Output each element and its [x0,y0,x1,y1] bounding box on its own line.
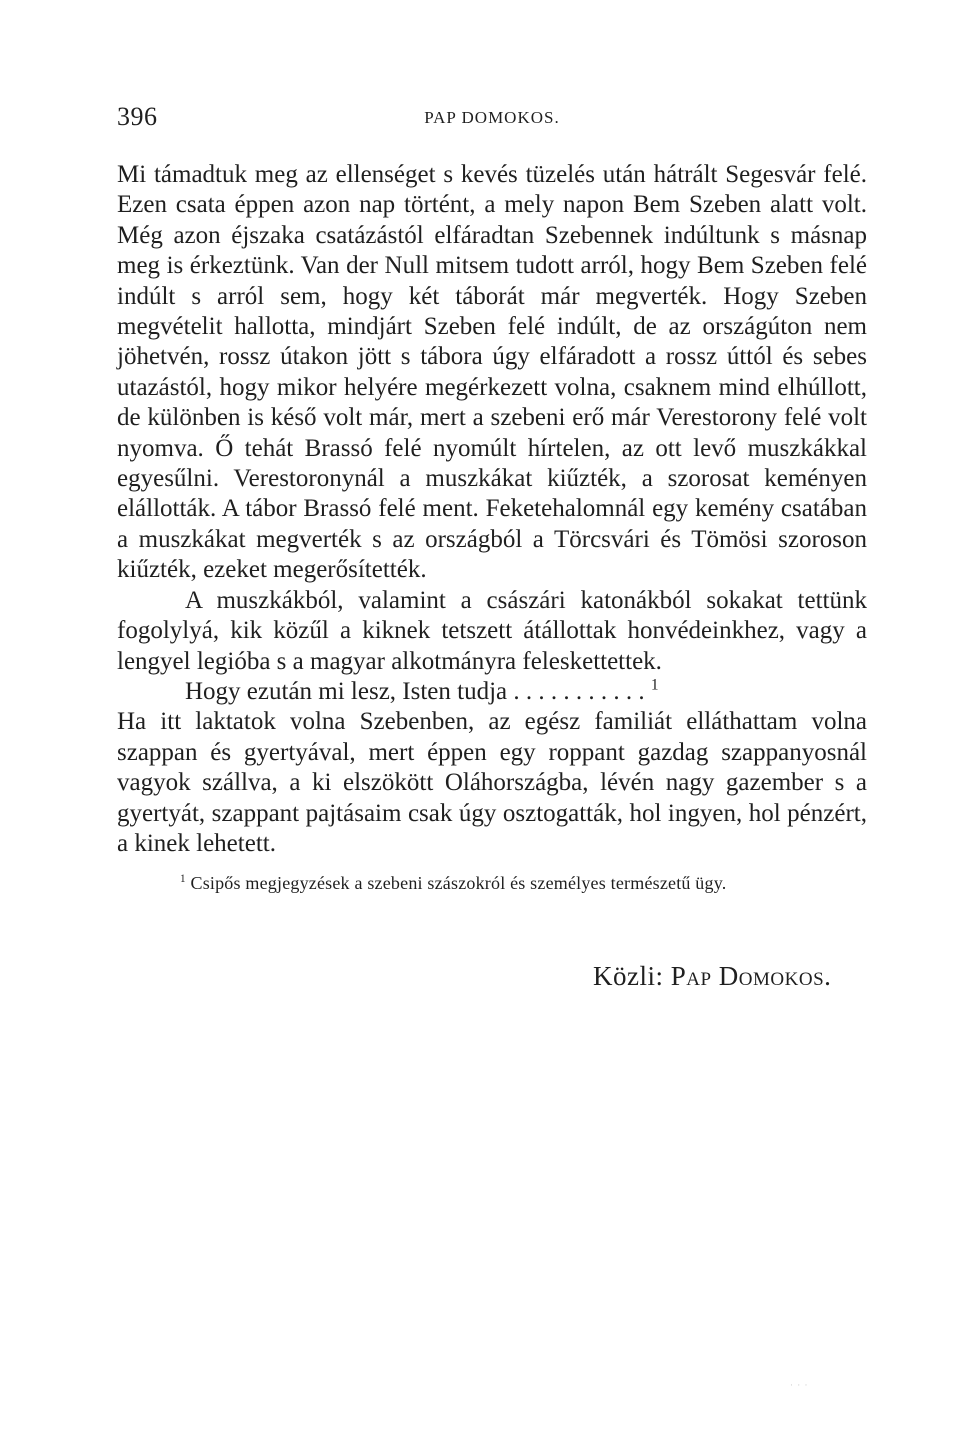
footnote-marker: 1 [180,873,186,885]
signature-name: Pap Domokos. [670,961,832,991]
footnote-reference: 1 [650,676,659,694]
signature [593,960,893,992]
footnote [180,871,870,895]
page-number: 396 [117,102,158,131]
paragraph-3-text: Hogy ezután mi lesz, Isten tudja . . . . . . . . . . . [185,677,645,705]
paragraph-2: A muszkákból, valamint a császári katonákból sokakat tettünk fogolylyá, kik közűl a kiknek tetszett átállottak honvédeinkhez, vagy a lengyel legióba s a magyar alkotmányra feleskettettek. [117,586,867,675]
signature-prefix: Közli: [593,961,664,991]
footnote-text: Csipős megjegyzések a szebeni szászokról és személyes természetű ügy. [190,873,727,893]
body-text [117,160,867,859]
page-header [117,102,867,138]
scan-smudge: · · · [790,1380,809,1390]
paragraph-4: Ha itt laktatok volna Szebenben, az egész familiát elláthattam volna szappan és gyertyával, mert éppen egy roppant gazdag szappanyosnál vagyok szállva, a ki elszökött Oláhországba, lévén nagy gazember s a gyertyát, szappant pajtásaim csak úgy osztogatták, hol ingyen, hol pénzért, a kinek lehetett. [117,708,867,857]
paragraph-1: Mi támadtuk meg az ellenséget s kevés tüzelés után hátrált Segesvár felé. Ezen csata éppen azon nap történt, a mely napon Bem Szeben alatt volt. Még azon éjszaka csatázástól elfáradtan Szebennek indúltunk s másnap meg is érkeztünk. Van der Null mitsem tudott arról, hogy Bem Szeben felé indúlt s arról sem, hogy két táborát már megverték. Hogy Szeben megvételit hallotta, mindjárt Szeben felé indúlt, de az országúton nem jöhetvén, rossz útakon jött s tábora úgy elfáradott a rossz úttól és sebes utazástól, hogy mikor helyére megérkezett volna, csaknem mind elhúllott, de különben is késő volt már, mert a szebeni erő már Verestorony felé volt nyomva. Ő tehát Brassó felé nyomúlt hírtelen, az ott levő muszkákkal egyesűlni. Verestoronynál a muszkákat kiűzték, a szorosat keményen elállották. A tábor Brassó felé ment. Feketehalomnál egy kemény csatában a muszkákat megverték s az országból a Törcsvári és Tömösi szoroson kiűzték, ezeket megerősítették. [117,161,867,584]
paragraph-3 [117,677,867,707]
running-head: PAP DOMOKOS. [424,108,560,127]
